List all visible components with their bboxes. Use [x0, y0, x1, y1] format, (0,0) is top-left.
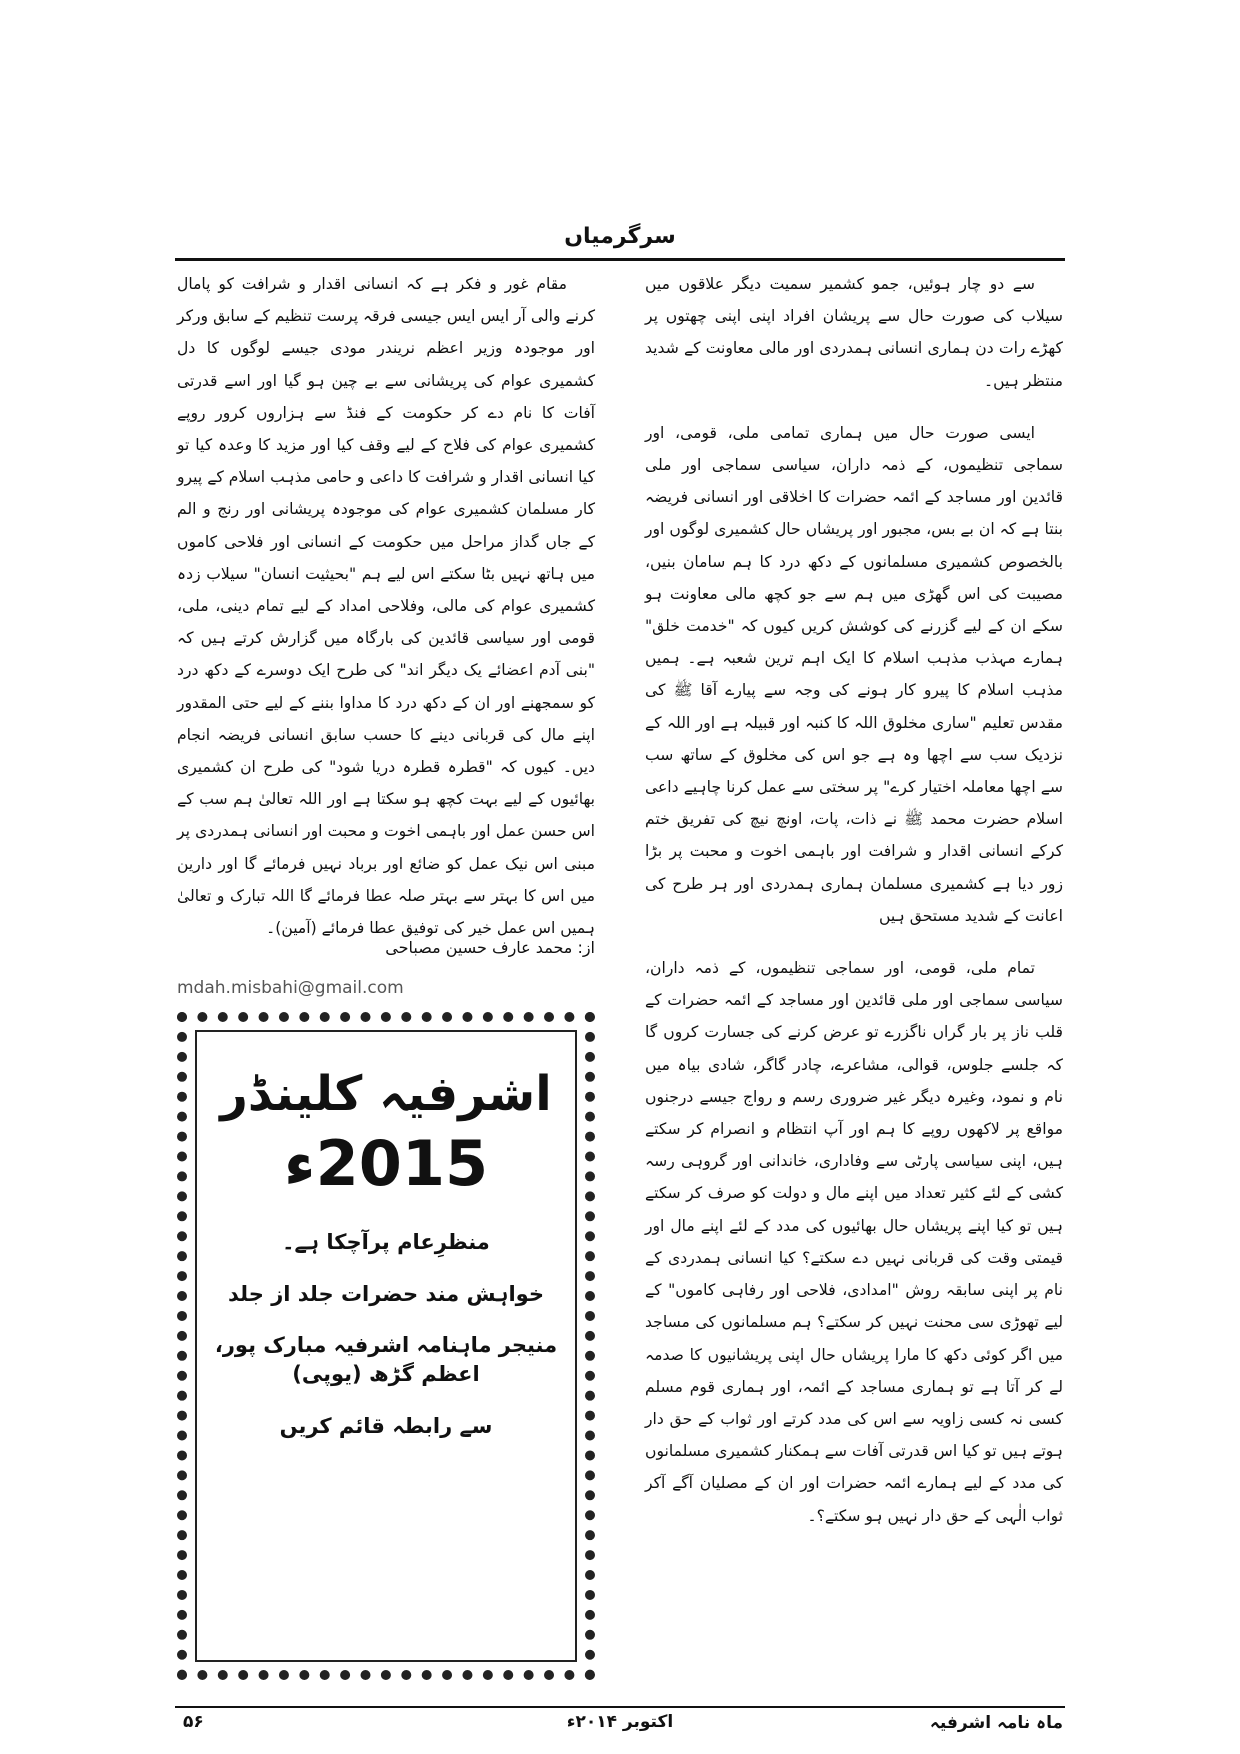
- ad-line: منیجر ماہنامہ اشرفیہ مبارک پور، اعظم گڑھ (یوپی): [214, 1332, 558, 1387]
- paragraph: سے دو چار ہوئیں، جمو کشمیر سمیت دیگر علاقوں میں سیلاب کی صورت حال سے پریشان افراد اپنی اپنی چھتوں پر کھڑے رات دن ہماری انسانی ہمدردی اور مالی معاونت کے شدید منتظر ہیں۔: [645, 275, 1063, 390]
- header-divider: [175, 258, 1065, 261]
- ad-year: 2015ء: [283, 1126, 489, 1200]
- left-column: [177, 268, 595, 944]
- ad-line: منظرِعام پرآچکا ہے۔: [282, 1230, 490, 1255]
- ad-title: اشرفیہ کلینڈر: [220, 1066, 552, 1122]
- calendar-advertisement: [177, 1012, 595, 1680]
- advertisement-frame: [195, 1030, 577, 1662]
- paragraph: مقام غور و فکر ہے کہ انسانی اقدار و شرافت کو پامال کرنے والی آر ایس ایس جیسی فرقہ پرست تنظیم کے سابق ورکر اور موجودہ وزیر اعظم نریندر مودی جیسے لوگوں کا دل کشمیری عوام کی پریشانی سے بے چین ہو گیا اور اسے قدرتی آفات کا نام دے کر حکومت کے فنڈ سے ہزاروں کرور روپے کشمیری عوام کی فلاح کے لیے وقف کیا اور مزید کا وعدہ کیا تو کیا انسانی اقدار و شرافت کا داعی و حامی مذہب اسلام کے پیرو کار مسلمان کشمیری عوام کی موجودہ پریشانی اور رنج و الم کے جاں گداز مراحل میں حکومت کے انسانی اور فلاحی کاموں میں ہاتھ نہیں بٹا سکتے اس لیے ہم "بحیثیت انسان" سیلاب زدہ کشمیری عوام کی مالی، وفلاحی امداد کے لیے تمام دینی، ملی، قومی اور سیاسی قائدین کی بارگاہ میں گزارش کرتے ہیں کہ "بنی آدم اعضائے یک دیگر اند" کی طرح ایک دوسرے کے دکھ درد کو سمجھنے اور ان کے دکھ درد کا مداوا بننے کے لیے حتی المقدور اپنے مال کی قربانی دینے کا حسب سابق انسانی فریضہ انجام دیں۔ کیوں کہ "قطرہ قطرہ دریا شود" کی طرح ان کشمیری بھائیوں کے لیے بہت کچھ ہو سکتا ہے اور اللہ تعالیٰ ہم سب کے اس حسن عمل اور باہمی اخوت و محبت اور انسانی ہمدردی پر مبنی اس نیک عمل کو ضائع اور برباد نہیں فرمائے گا اور دارین میں اس کا بہتر سے بہتر صلہ عطا فرمائے گا اللہ تبارک و تعالیٰ ہمیں اس عمل خیر کی توفیق عطا فرمائے (آمین)۔: [177, 275, 595, 938]
- ad-line: سے رابطہ قائم کریں: [279, 1413, 493, 1438]
- paragraph: تمام ملی، قومی، اور سماجی تنظیموں، کے ذمہ داران، سیاسی سماجی اور ملی قائدین اور مساجد کے ائمہ حضرات کے قلب ناز پر بار گراں ناگزرے تو عرض کرنے کی جسارت کروں گا کہ جلسے جلوس، قوالی، مشاعرے، چادر گاگر، شادی بیاہ میں نام و نمود، وغیرہ دیگر غیر ضروری رسم و رواج جیسے درجنوں مواقع پر لاکھوں روپے کا ہم اور آپ انتظام و انصرام کر سکتے ہیں، اپنی سیاسی پارٹی سے وفاداری، خاندانی اور گروہی رسہ کشی کے لئے کثیر تعداد میں اپنے مال و دولت کو صرف کر سکتے ہیں تو کیا اپنے پریشاں حال بھائیوں کی مدد کے لئے اپنے مال اور قیمتی وقت کی قربانی نہیں دے سکتے؟ کیا انسانی ہمدردی کے نام پر اپنی سابقہ روش "امدادی، فلاحی اور رفاہی کاموں" کے لیے تھوڑی سی محنت نہیں کر سکتے؟ ہم مسلمانوں کی مساجد میں اگر کوئی دکھ کا مارا پریشاں حال اپنی پریشانیوں کا صدمہ لے کر آتا ہے تو ہماری مساجد کے ائمہ، اور ہماری قوم مسلم کسی نہ کسی زاویہ سے اس کی مدد کرتے اور ثواب کے حق دار ہوتے ہیں تو کیا اس قدرتی آفات سے ہمکنار کشمیری مسلمانوں کی مدد کے لیے ہمارے ائمہ حضرات اور ان کے مصلیان آگے آکر ثواب الٰہی کے حق دار نہیں ہو سکتے؟۔: [645, 959, 1063, 1525]
- author-byline: از: محمد عارف حسین مصباحی: [385, 938, 595, 957]
- paragraph: ایسی صورت حال میں ہماری تمامی ملی، قومی، اور سماجی تنظیموں، کے ذمہ داران، سیاسی سماجی اور ملی قائدین اور مساجد کے ائمہ حضرات کا اخلاقی اور انسانی فریضہ بنتا ہے کہ ان بے بس، مجبور اور پریشاں حال کشمیری لوگوں اور بالخصوص کشمیری مسلمانوں کے دکھ درد کا ہم سامان بنیں، مصیبت کی اس گھڑی میں ہم سے جو کچھ مالی معاونت ہو سکے ان کے لیے گزرنے کی کوشش کریں کیوں کہ "خدمت خلق" ہمارے مہذب مذہب اسلام کا ایک اہم ترین شعبہ ہے۔ ہمیں مذہب اسلام کا پیرو کار ہونے کی وجہ سے پیارے آقا ﷺ کی مقدس تعلیم "ساری مخلوق اللہ کا کنبہ اور قبیلہ ہے اور اللہ کے نزدیک سب سے اچھا وہ ہے جو اس کی مخلوق کے ساتھ سب سے اچھا معاملہ اختیار کرے" پر سختی سے عمل کرنا چاہیے داعی اسلام حضرت محمد ﷺ نے ذات، پات، اونچ نیچ کی تفریق ختم کرکے انسانی اقدار و شرافت اور باہمی اخوت و محبت پر بڑا زور دیا ہے کشمیری مسلمان ہماری ہمدردی اور ہر طرح کی اعانت کے شدید مستحق ہیں: [645, 423, 1063, 925]
- section-title: سرگرمیاں: [564, 224, 676, 249]
- footer-divider: [175, 1706, 1065, 1708]
- magazine-title: ماہ نامہ اشرفیہ: [929, 1713, 1063, 1733]
- ad-line: خواہش مند حضرات جلد از جلد: [228, 1281, 544, 1306]
- author-email: mdah.misbahi@gmail.com: [177, 978, 404, 998]
- issue-date: اکتوبر ۲۰۱۴ء: [566, 1712, 674, 1732]
- page-number: ۵۶: [183, 1712, 204, 1732]
- right-column: [645, 268, 1063, 1532]
